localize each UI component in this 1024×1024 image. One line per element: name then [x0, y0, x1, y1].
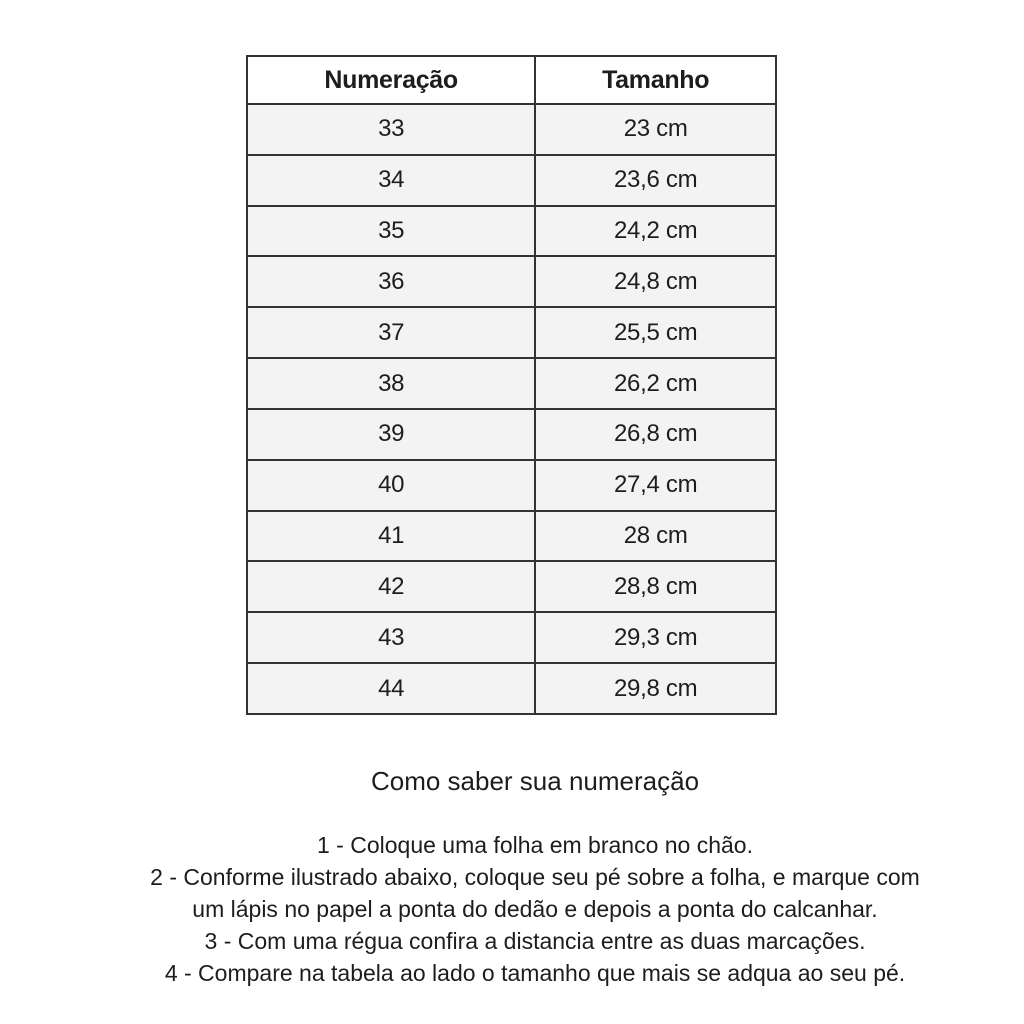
cell-tamanho: 24,8 cm — [535, 256, 776, 307]
cell-numeracao: 38 — [247, 358, 535, 409]
table-row — [247, 307, 776, 358]
size-chart-body — [247, 104, 776, 714]
table-row — [247, 256, 776, 307]
table-row — [247, 358, 776, 409]
cell-numeracao: 34 — [247, 155, 535, 206]
cell-numeracao: 37 — [247, 307, 535, 358]
instructions-block — [23, 829, 1024, 989]
cell-tamanho: 24,2 cm — [535, 206, 776, 257]
column-header-numeracao: Numeração — [247, 56, 535, 104]
instruction-step-1: 1 - Coloque uma folha em branco no chão. — [317, 832, 753, 858]
table-header-row — [247, 56, 776, 104]
table-row — [247, 612, 776, 663]
instruction-step-2-continued: um lápis no papel a ponta do dedão e depois a ponta do calcanhar. — [192, 896, 878, 922]
cell-numeracao: 36 — [247, 256, 535, 307]
cell-numeracao: 43 — [247, 612, 535, 663]
cell-numeracao: 41 — [247, 511, 535, 562]
table-row — [247, 104, 776, 155]
cell-numeracao: 40 — [247, 460, 535, 511]
cell-tamanho: 23 cm — [535, 104, 776, 155]
cell-numeracao: 44 — [247, 663, 535, 714]
column-header-tamanho: Tamanho — [535, 56, 776, 104]
cell-tamanho: 29,8 cm — [535, 663, 776, 714]
cell-tamanho: 28 cm — [535, 511, 776, 562]
cell-tamanho: 29,3 cm — [535, 612, 776, 663]
howto-title: Como saber sua numeração — [370, 766, 700, 796]
table-row — [247, 663, 776, 714]
instruction-step-2: 2 - Conforme ilustrado abaixo, coloque seu pé sobre a folha, e marque com — [150, 864, 920, 890]
size-chart-table — [246, 55, 777, 715]
cell-tamanho: 28,8 cm — [535, 561, 776, 612]
table-row — [247, 409, 776, 460]
table-row — [247, 561, 776, 612]
table-row — [247, 511, 776, 562]
cell-numeracao: 42 — [247, 561, 535, 612]
table-row — [247, 155, 776, 206]
cell-tamanho: 23,6 cm — [535, 155, 776, 206]
instruction-step-4: 4 - Compare na tabela ao lado o tamanho que mais se adqua ao seu pé. — [164, 960, 906, 986]
cell-numeracao: 33 — [247, 104, 535, 155]
table-row — [247, 206, 776, 257]
cell-tamanho: 26,2 cm — [535, 358, 776, 409]
cell-tamanho: 25,5 cm — [535, 307, 776, 358]
cell-numeracao: 39 — [247, 409, 535, 460]
cell-numeracao: 35 — [247, 206, 535, 257]
cell-tamanho: 27,4 cm — [535, 460, 776, 511]
cell-tamanho: 26,8 cm — [535, 409, 776, 460]
table-row — [247, 460, 776, 511]
instruction-step-3: 3 - Com uma régua confira a distancia entre as duas marcações. — [204, 928, 866, 954]
